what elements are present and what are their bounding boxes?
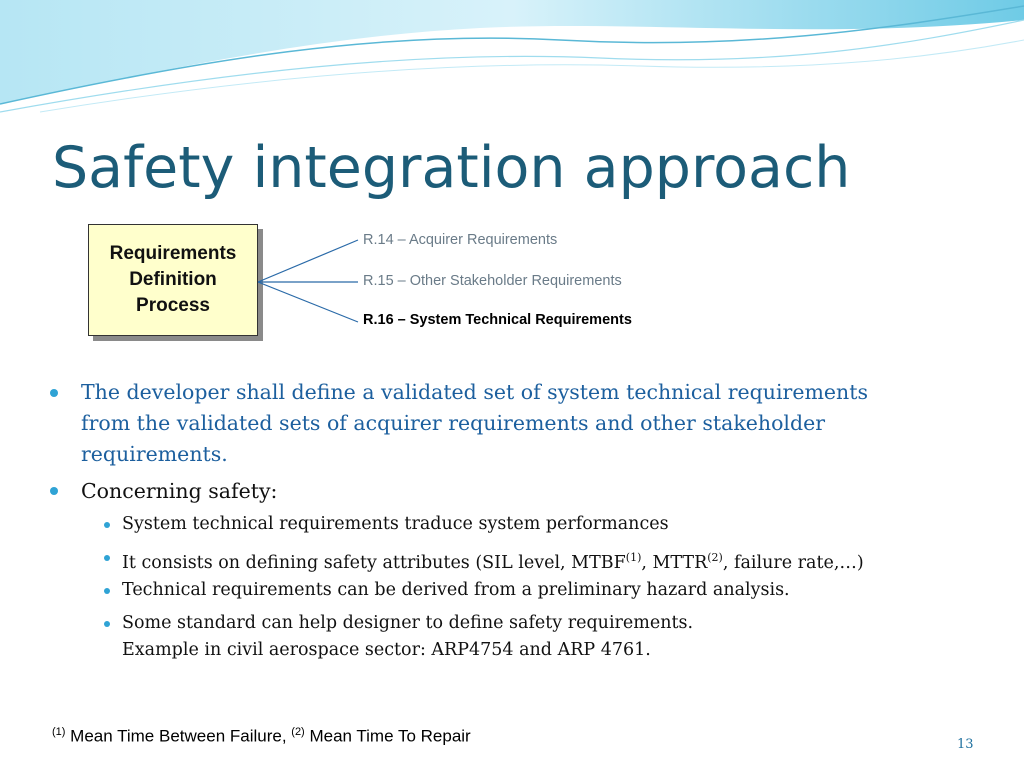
bullet-developer-text: The developer shall define a validated set of system technical requirements from the validated sets of acquirer requirements and other stakeholder requirements. — [81, 380, 868, 466]
header-wave-decoration — [0, 0, 1024, 120]
requirement-r15: R.15 – Other Stakeholder Requirements — [363, 273, 622, 289]
bullet-dot — [50, 389, 58, 397]
sub-bullet-dot — [104, 522, 110, 528]
footnote: $^{(1)}$ Mean Time Between Failure, $^{(2)}$ Mean Time To Repair — [52, 726, 471, 746]
standards-line-1: Some standard can help designer to define safety requirements. — [122, 613, 694, 633]
bullet-concerning-safety: Concerning safety: — [81, 479, 278, 503]
sub-bullet-dot — [104, 621, 110, 627]
branch-connector-lines — [258, 236, 368, 328]
box-line-1: Requirements — [109, 243, 237, 264]
requirement-r16: R.16 – System Technical Requirements — [363, 312, 632, 328]
slide-title: Safety integration approach — [52, 135, 851, 201]
sub-bullet-performances: System technical requirements traduce system performances — [122, 514, 669, 534]
box-line-2: Definition — [129, 269, 217, 290]
sub-bullet-standards — [122, 610, 693, 664]
sub-bullet-safety-attributes: It consists on defining safety attributes (SIL level, MTBF$^{(1)}$, MTTR$^{(2)}$, failure rate,…) — [122, 551, 864, 573]
bullet-dot — [50, 487, 58, 495]
requirements-definition-process-box — [88, 224, 258, 336]
standards-line-2: Example in civil aerospace sector: ARP4754 and ARP 4761. — [122, 640, 651, 660]
sub-bullet-dot — [104, 555, 110, 561]
box-line-3: Process — [136, 295, 210, 316]
sub-bullet-dot — [104, 588, 110, 594]
requirement-r14: R.14 – Acquirer Requirements — [363, 232, 558, 248]
page-number: 13 — [957, 737, 974, 752]
sub-bullet-hazard-analysis: Technical requirements can be derived from a preliminary hazard analysis. — [122, 580, 790, 600]
